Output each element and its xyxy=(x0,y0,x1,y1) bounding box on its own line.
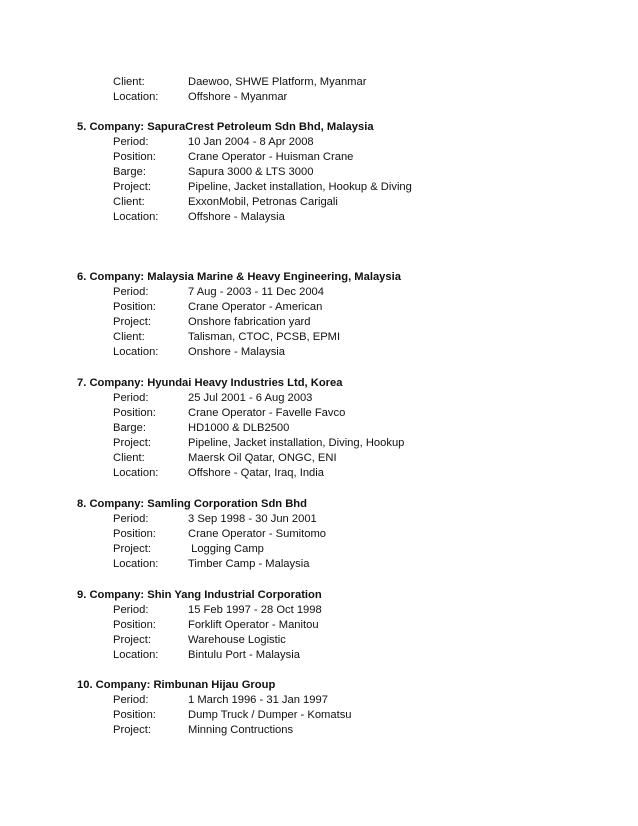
field-value: Maersk Oil Qatar, ONGC, ENI xyxy=(188,452,337,464)
field-value: Logging Camp xyxy=(188,543,264,555)
field-label: Client: xyxy=(113,76,145,88)
field-row xyxy=(0,466,638,481)
intro-row-client xyxy=(0,75,638,90)
field-value: Dump Truck / Dumper - Komatsu xyxy=(188,709,352,721)
field-row xyxy=(0,210,638,225)
company-heading: 7. Company: Hyundai Heavy Industries Ltd, Korea xyxy=(77,377,343,389)
field-row xyxy=(0,285,638,300)
field-value: Sapura 3000 & LTS 3000 xyxy=(188,166,314,178)
field-label: Project: xyxy=(113,724,151,736)
field-value: Onshore fabrication yard xyxy=(188,316,311,328)
field-row xyxy=(0,557,638,572)
company-heading: 9. Company: Shin Yang Industrial Corporation xyxy=(77,589,322,601)
field-row xyxy=(0,603,638,618)
field-row xyxy=(0,648,638,663)
field-label: Location: xyxy=(113,649,159,661)
field-value: Crane Operator - Huisman Crane xyxy=(188,151,354,163)
intro-row-location xyxy=(0,90,638,105)
field-row xyxy=(0,618,638,633)
field-value: Crane Operator - American xyxy=(188,301,323,313)
field-label: Location: xyxy=(113,211,159,223)
field-label: Client: xyxy=(113,331,145,343)
field-value: Bintulu Port - Malaysia xyxy=(188,649,300,661)
field-value: 1 March 1996 - 31 Jan 1997 xyxy=(188,694,328,706)
field-row xyxy=(0,451,638,466)
field-row xyxy=(0,436,638,451)
field-row xyxy=(0,542,638,557)
field-label: Project: xyxy=(113,316,151,328)
field-label: Barge: xyxy=(113,422,146,434)
field-label: Barge: xyxy=(113,166,146,178)
field-label: Period: xyxy=(113,513,149,525)
field-value: Offshore - Malaysia xyxy=(188,211,285,223)
field-row xyxy=(0,708,638,723)
field-label: Location: xyxy=(113,91,159,103)
field-row xyxy=(0,300,638,315)
field-label: Location: xyxy=(113,467,159,479)
field-label: Client: xyxy=(113,452,145,464)
field-value: Pipeline, Jacket installation, Diving, Hookup xyxy=(188,437,405,449)
field-label: Project: xyxy=(113,543,151,555)
field-value: Crane Operator - Favelle Favco xyxy=(188,407,346,419)
field-label: Position: xyxy=(113,709,156,721)
field-label: Location: xyxy=(113,558,159,570)
field-value: Offshore - Myanmar xyxy=(188,91,288,103)
field-row xyxy=(0,633,638,648)
field-row xyxy=(0,195,638,210)
field-label: Period: xyxy=(113,286,149,298)
field-value: Crane Operator - Sumitomo xyxy=(188,528,327,540)
field-value: 7 Aug - 2003 - 11 Dec 2004 xyxy=(188,286,325,298)
field-value: Forklift Operator - Manitou xyxy=(188,619,319,631)
field-row xyxy=(0,723,638,738)
company-heading: 8. Company: Samling Corporation Sdn Bhd xyxy=(77,498,307,510)
field-value: Timber Camp - Malaysia xyxy=(188,558,310,570)
field-label: Position: xyxy=(113,407,156,419)
field-value: 25 Jul 2001 - 6 Aug 2003 xyxy=(188,392,313,404)
field-row xyxy=(0,512,638,527)
field-label: Location: xyxy=(113,346,159,358)
field-row xyxy=(0,315,638,330)
field-row xyxy=(0,135,638,150)
field-row xyxy=(0,391,638,406)
field-row xyxy=(0,150,638,165)
field-label: Project: xyxy=(113,181,151,193)
field-label: Project: xyxy=(113,437,151,449)
company-heading: 5. Company: SapuraCrest Petroleum Sdn Bhd, Malaysia xyxy=(77,121,374,133)
field-value: HD1000 & DLB2500 xyxy=(188,422,290,434)
field-value: Offshore - Qatar, Iraq, India xyxy=(188,467,324,479)
field-label: Position: xyxy=(113,301,156,313)
field-row xyxy=(0,330,638,345)
field-row xyxy=(0,421,638,436)
field-label: Project: xyxy=(113,634,151,646)
field-label: Position: xyxy=(113,151,156,163)
field-value: Warehouse Logistic xyxy=(188,634,286,646)
field-value: Onshore - Malaysia xyxy=(188,346,285,358)
field-row xyxy=(0,345,638,360)
field-value: ExxonMobil, Petronas Carigali xyxy=(188,196,338,208)
field-label: Period: xyxy=(113,694,149,706)
field-value: Daewoo, SHWE Platform, Myanmar xyxy=(188,76,367,88)
field-row xyxy=(0,527,638,542)
field-label: Period: xyxy=(113,604,149,616)
company-heading: 10. Company: Rimbunan Hijau Group xyxy=(77,679,276,691)
field-value: Minning Contructions xyxy=(188,724,294,736)
company-heading: 6. Company: Malaysia Marine & Heavy Engineering, Malaysia xyxy=(77,271,401,283)
field-row xyxy=(0,165,638,180)
field-label: Client: xyxy=(113,196,145,208)
field-value: 15 Feb 1997 - 28 Oct 1998 xyxy=(188,604,322,616)
field-label: Period: xyxy=(113,392,149,404)
field-label: Position: xyxy=(113,619,156,631)
field-label: Position: xyxy=(113,528,156,540)
field-row xyxy=(0,406,638,421)
field-value: Pipeline, Jacket installation, Hookup & Diving xyxy=(188,181,412,193)
field-value: Talisman, CTOC, PCSB, EPMI xyxy=(188,331,341,343)
field-row xyxy=(0,180,638,195)
field-value: 3 Sep 1998 - 30 Jun 2001 xyxy=(188,513,317,525)
field-row xyxy=(0,693,638,708)
field-label: Period: xyxy=(113,136,149,148)
field-value: 10 Jan 2004 - 8 Apr 2008 xyxy=(188,136,314,148)
